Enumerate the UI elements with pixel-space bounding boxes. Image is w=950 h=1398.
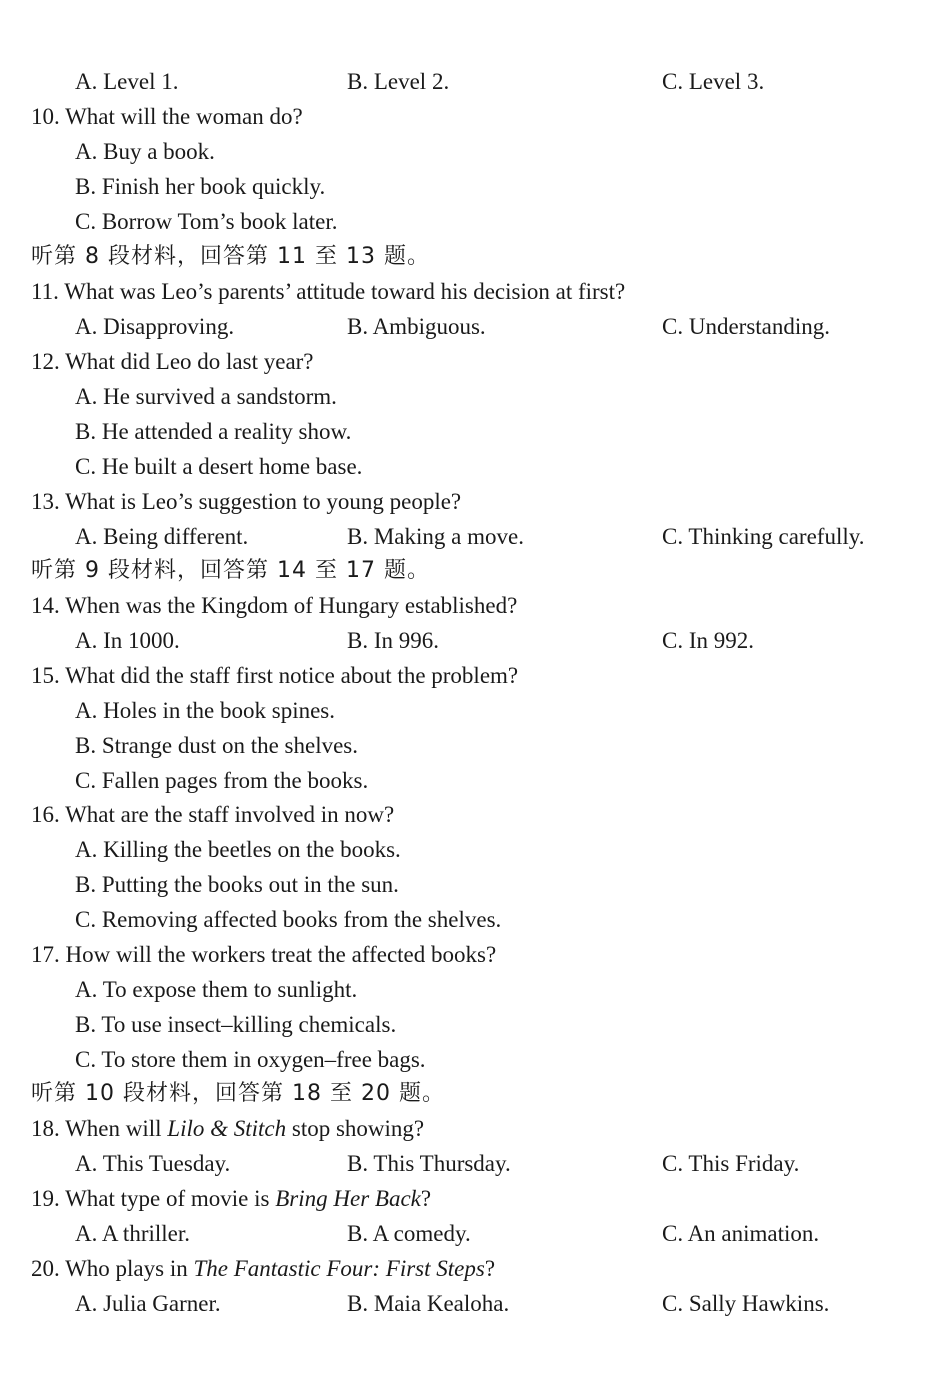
q19-movie-title: Bring Her Back [275,1186,421,1211]
q16-stem: 16. What are the staff involved in now? [31,802,395,827]
q17-option-b-row [0,1008,950,1043]
q16-option-a: A. Killing the beetles on the books. [75,837,401,862]
q19-option-c: C. An animation. [662,1221,820,1246]
q20-option-c: C. Sally Hawkins. [662,1291,830,1316]
q10-option-b: B. Finish her book quickly. [75,174,326,199]
q14-option-a: A. In 1000. [75,628,180,653]
q12-option-a: A. He survived a sandstorm. [75,384,337,409]
q18-stem-pre: 18. When will [31,1116,168,1141]
q17-stem: 17. How will the workers treat the affected books? [31,942,497,967]
q15-option-c: C. Fallen pages from the books. [75,768,369,793]
q14-options-row [0,624,950,659]
q18-stem [31,1112,424,1147]
q9-option-b: B. Level 2. [347,69,450,94]
section-9-heading: 听第 9 段材料，回答第 14 至 17 题。 [31,558,430,583]
q15-option-b: B. Strange dust on the shelves. [75,733,358,758]
q11-options-row [0,310,950,345]
q10-option-b-row [0,170,950,205]
q10-option-a: A. Buy a book. [75,139,215,164]
q14-option-b: B. In 996. [347,628,439,653]
q19-stem [31,1182,431,1217]
q11-option-a: A. Disapproving. [75,314,235,339]
q20-stem [31,1252,495,1287]
q10-stem: 10. What will the woman do? [31,104,303,129]
q19-options-row [0,1217,950,1252]
q19-option-b: B. A comedy. [347,1221,471,1246]
q15-option-a: A. Holes in the book spines. [75,698,336,723]
q16-option-c: C. Removing affected books from the shelves. [75,907,502,932]
q13-option-c: C. Thinking carefully. [662,524,865,549]
q16-option-a-row [0,833,950,868]
q11-option-c: C. Understanding. [662,314,831,339]
q18-option-c: C. This Friday. [662,1151,800,1176]
q17-option-c: C. To store them in oxygen–free bags. [75,1047,426,1072]
q12-option-b-row [0,415,950,450]
q12-option-a-row [0,380,950,415]
q20-stem-pre: 20. Who plays in [31,1256,194,1281]
q13-option-a: A. Being different. [75,524,249,549]
q17-option-a-row [0,973,950,1008]
q12-option-c-row [0,450,950,485]
q17-option-b: B. To use insect–killing chemicals. [75,1012,397,1037]
q10-option-a-row [0,135,950,170]
section-10-heading: 听第 10 段材料，回答第 18 至 20 题。 [31,1081,445,1106]
section-8-heading: 听第 8 段材料，回答第 11 至 13 题。 [31,244,430,269]
q19-stem-post: ? [420,1186,432,1211]
q14-stem: 14. When was the Kingdom of Hungary established? [31,593,518,618]
q13-options-row [0,520,950,555]
q9-option-a: A. Level 1. [75,69,179,94]
q11-stem: 11. What was Leo’s parents’ attitude toward his decision at first? [31,279,626,304]
q15-option-a-row [0,694,950,729]
q9-option-c: C. Level 3. [662,69,765,94]
q14-option-c: C. In 992. [662,628,754,653]
q9-options-row [0,65,950,100]
q17-option-c-row [0,1043,950,1078]
q16-option-b: B. Putting the books out in the sun. [75,872,399,897]
q19-option-a: A. A thriller. [75,1221,190,1246]
q10-option-c: C. Borrow Tom’s book later. [75,209,338,234]
q15-option-b-row [0,729,950,764]
q18-stem-post: stop showing? [286,1116,425,1141]
q18-movie-title: Lilo & Stitch [167,1116,287,1141]
q16-option-c-row [0,903,950,938]
q20-options-row [0,1287,950,1322]
q15-option-c-row [0,764,950,799]
q11-option-b: B. Ambiguous. [347,314,486,339]
q13-option-b: B. Making a move. [347,524,524,549]
q20-stem-post: ? [484,1256,496,1281]
q12-option-b: B. He attended a reality show. [75,419,352,444]
q16-option-b-row [0,868,950,903]
q13-stem: 13. What is Leo’s suggestion to young people? [31,489,462,514]
q19-stem-pre: 19. What type of movie is [31,1186,276,1211]
q20-option-a: A. Julia Garner. [75,1291,221,1316]
q17-option-a: A. To expose them to sunlight. [75,977,358,1002]
q18-options-row [0,1147,950,1182]
q12-stem: 12. What did Leo do last year? [31,349,314,374]
q12-option-c: C. He built a desert home base. [75,454,363,479]
q18-option-a: A. This Tuesday. [75,1151,231,1176]
q20-movie-title: The Fantastic Four: First Steps [193,1256,485,1281]
q15-stem: 15. What did the staff first notice about the problem? [31,663,519,688]
q20-option-b: B. Maia Kealoha. [347,1291,510,1316]
q18-option-b: B. This Thursday. [347,1151,511,1176]
q10-option-c-row [0,205,950,240]
